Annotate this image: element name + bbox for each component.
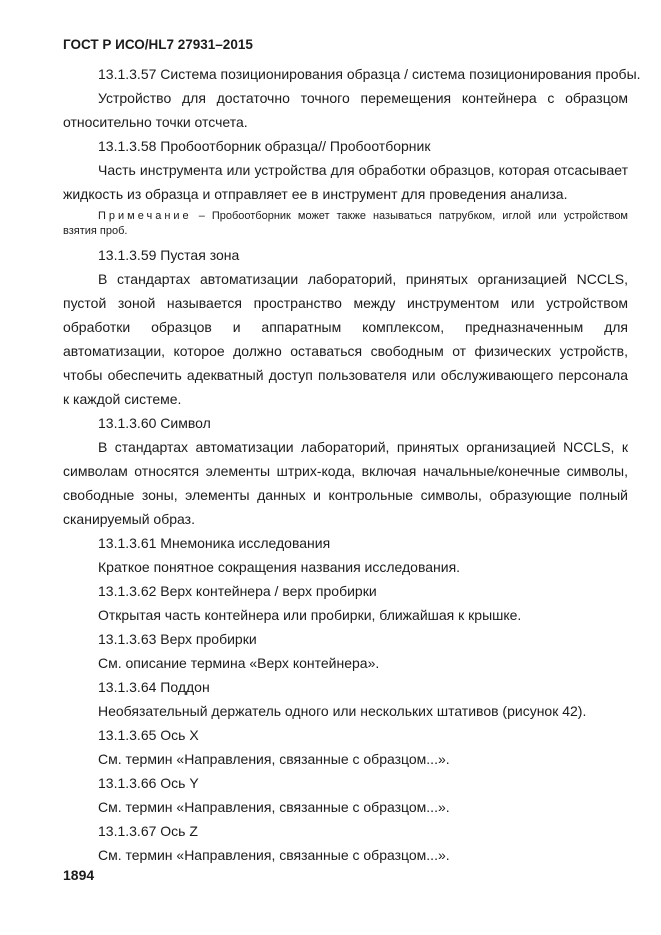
paragraph-body: См. термин «Направления, связанные с образцом...».	[98, 847, 450, 863]
paragraph-term: 13.1.3.58 Пробоотборник образца// Пробоотборник	[98, 138, 431, 154]
page-number: 1894	[63, 867, 95, 883]
note-label: Примечание	[98, 210, 192, 222]
paragraph-body: В стандартах автоматизации лабораторий, принятых организацией NCCLS, к символам относятся элементы штрих-кода, включая начальные/конечные символы, свободные зоны, элементы данных и контрольные символы, образующие полный сканируемый образ.	[63, 439, 628, 527]
paragraph-term: 13.1.3.59 Пустая зона	[98, 247, 240, 263]
paragraph-term: 13.1.3.65 Ось X	[98, 727, 199, 743]
paragraph-term: 13.1.3.60 Символ	[98, 415, 211, 431]
paragraph-body: См. термин «Направления, связанные с образцом...».	[98, 751, 450, 767]
paragraph-body: Устройство для достаточно точного перемещения контейнера с образцом относительно точки отсчета.	[63, 90, 628, 130]
paragraph-body: Открытая часть контейнера или пробирки, ближайшая к крышке.	[98, 607, 522, 623]
paragraph-term: 13.1.3.62 Верх контейнера / верх пробирки	[98, 583, 377, 599]
paragraph-note: Примечание – Пробоотборник может также называться патрубком, иглой или устройством взятия проб.	[63, 210, 628, 237]
paragraph-term: 13.1.3.61 Мнемоника исследования	[98, 535, 331, 551]
paragraph-term: 13.1.3.67 Ось Z	[98, 823, 198, 839]
paragraph-term: 13.1.3.64 Поддон	[98, 679, 210, 695]
content	[63, 62, 641, 867]
paragraph-body: См. описание термина «Верх контейнера».	[98, 655, 380, 671]
paragraph-body: Краткое понятное сокращения названия исследования.	[98, 559, 461, 575]
paragraph-term: 13.1.3.66 Ось Y	[98, 775, 199, 791]
paragraph-body: Часть инструмента или устройства для обработки образцов, которая отсасывает жидкость из образца и отправляет ее в инструмент для проведения анализа.	[63, 162, 628, 202]
paragraph-body: См. термин «Направления, связанные с образцом...».	[98, 799, 450, 815]
paragraph-term: 13.1.3.57 Система позиционирования образца / система позиционирования пробы.	[98, 66, 641, 82]
paragraph-term: 13.1.3.63 Верх пробирки	[98, 631, 257, 647]
paragraph-body: В стандартах автоматизации лабораторий, принятых организацией NCCLS, пустой зоной называется пространство между инструментом или устройством обработки образцов и аппаратным комплексом, предназначенным для автоматизации, которое должно оставаться свободным от физических устройств, чтобы обеспечить адекватный доступ пользователя или обслуживающего персонала к каждой системе.	[63, 271, 628, 407]
paragraph-body: Необязательный держатель одного или нескольких штативов (рисунок 42).	[98, 703, 587, 719]
document-header: ГОСТ Р ИСО/HL7 27931–2015	[63, 37, 253, 52]
